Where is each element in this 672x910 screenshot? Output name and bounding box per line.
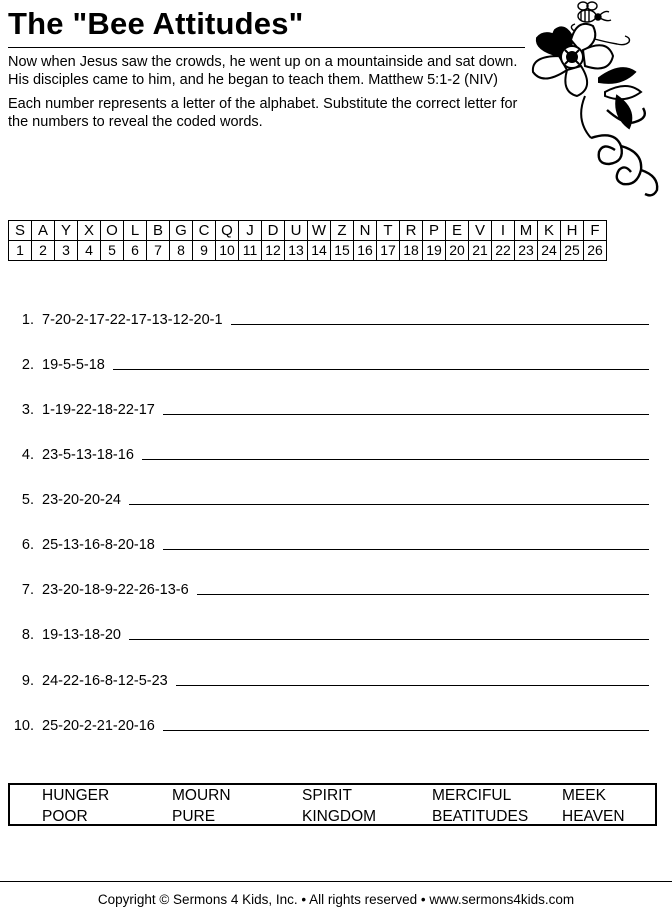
cipher-number: 10 <box>216 241 239 261</box>
word-bank-item: MEEK <box>562 787 606 804</box>
cipher-letter: N <box>354 221 377 241</box>
page-title: The "Bee Attitudes" <box>8 6 304 41</box>
word-bank-item: MOURN <box>172 787 231 804</box>
answer-line[interactable] <box>176 685 649 686</box>
cipher-letter: D <box>262 221 285 241</box>
coded-word: 7-20-2-17-22-17-13-12-20-1 <box>42 312 223 328</box>
word-bank-item: POOR <box>42 808 88 825</box>
coded-word: 23-20-20-24 <box>42 492 121 508</box>
word-bank-item: PURE <box>172 808 216 825</box>
cipher-letter: K <box>538 221 561 241</box>
word-bank-item: BEATITUDES <box>432 808 529 825</box>
answer-line[interactable] <box>197 594 649 595</box>
question-row <box>8 484 649 508</box>
coded-word: 19-5-5-18 <box>42 357 105 373</box>
cipher-number: 22 <box>492 241 515 261</box>
cipher-letter: U <box>285 221 308 241</box>
cipher-letter: J <box>239 221 262 241</box>
cipher-number: 7 <box>147 241 170 261</box>
cipher-letter: R <box>400 221 423 241</box>
flower-icon <box>533 24 613 96</box>
coded-word: 1-19-22-18-22-17 <box>42 402 155 418</box>
puzzle-instructions: Each number represents a letter of the alphabet. Substitute the correct letter for the numbers to reveal the coded words. <box>8 96 518 130</box>
title-divider <box>8 47 525 48</box>
question-number: 7. <box>21 582 34 598</box>
cipher-letter: H <box>561 221 584 241</box>
question-number: 2. <box>21 357 34 373</box>
question-number: 3. <box>21 402 34 418</box>
scripture-text: Now when Jesus saw the crowds, he went up on a mountainside and sat down. His disciples came to him, and he began to teach them. Matthew 5:1-2 (NIV) <box>8 54 518 88</box>
word-bank-item: SPIRIT <box>302 787 352 804</box>
footer-divider <box>0 881 672 882</box>
question-row <box>8 349 649 373</box>
cipher-number: 23 <box>515 241 538 261</box>
question-number: 6. <box>21 537 34 553</box>
cipher-letter: A <box>32 221 55 241</box>
copyright-footer: Copyright © Sermons 4 Kids, Inc. • All rights reserved • www.sermons4kids.com <box>97 892 575 907</box>
cipher-number: 25 <box>561 241 584 261</box>
cipher-letter: G <box>170 221 193 241</box>
cipher-number: 3 <box>55 241 78 261</box>
cipher-number: 11 <box>239 241 262 261</box>
question-number: 10. <box>13 718 34 734</box>
answer-line[interactable] <box>142 459 649 460</box>
word-bank-item: KINGDOM <box>302 808 377 825</box>
question-row <box>8 304 649 328</box>
cipher-letter: F <box>584 221 607 241</box>
answer-line[interactable] <box>163 730 649 731</box>
question-row <box>8 665 649 689</box>
word-bank-item: HEAVEN <box>562 808 625 825</box>
cipher-number: 14 <box>308 241 331 261</box>
instructions <box>8 54 523 138</box>
cipher-letter: C <box>193 221 216 241</box>
coded-word: 24-22-16-8-12-5-23 <box>42 673 168 689</box>
cipher-number: 26 <box>584 241 607 261</box>
cipher-letter: I <box>492 221 515 241</box>
answer-line[interactable] <box>231 324 649 325</box>
cipher-number: 6 <box>124 241 147 261</box>
cipher-number: 21 <box>469 241 492 261</box>
question-number: 9. <box>21 673 34 689</box>
cipher-number: 17 <box>377 241 400 261</box>
cipher-letter: Q <box>216 221 239 241</box>
cipher-letter: L <box>124 221 147 241</box>
cipher-number: 2 <box>32 241 55 261</box>
coded-word: 25-20-2-21-20-16 <box>42 718 155 734</box>
word-bank-item: MERCIFUL <box>432 787 512 804</box>
answer-line[interactable] <box>129 504 649 505</box>
cipher-number: 15 <box>331 241 354 261</box>
cipher-number: 9 <box>193 241 216 261</box>
cipher-number: 1 <box>9 241 32 261</box>
question-number: 1. <box>21 312 34 328</box>
question-row <box>8 619 649 643</box>
bee-flower-illustration <box>525 0 672 200</box>
cipher-letter: E <box>446 221 469 241</box>
cipher-letter: Y <box>55 221 78 241</box>
cipher-number: 18 <box>400 241 423 261</box>
cipher-letter: T <box>377 221 400 241</box>
cipher-number: 20 <box>446 241 469 261</box>
cipher-number: 5 <box>101 241 124 261</box>
question-row <box>8 710 649 734</box>
cipher-key-table <box>8 220 607 261</box>
cipher-letter: O <box>101 221 124 241</box>
cipher-number: 4 <box>78 241 101 261</box>
cipher-letter: M <box>515 221 538 241</box>
answer-line[interactable] <box>163 414 649 415</box>
coded-word: 23-5-13-18-16 <box>42 447 134 463</box>
question-row <box>8 394 649 418</box>
cipher-letter: W <box>308 221 331 241</box>
cipher-letter: Z <box>331 221 354 241</box>
answer-line[interactable] <box>113 369 649 370</box>
cipher-letter: B <box>147 221 170 241</box>
cipher-letter: P <box>423 221 446 241</box>
answer-line[interactable] <box>163 549 649 550</box>
cipher-letter: S <box>9 221 32 241</box>
cipher-number: 24 <box>538 241 561 261</box>
coded-word: 19-13-18-20 <box>42 627 121 643</box>
coded-word: 25-13-16-8-20-18 <box>42 537 155 553</box>
question-row <box>8 529 649 553</box>
cipher-number: 16 <box>354 241 377 261</box>
word-bank-item: HUNGER <box>42 787 110 804</box>
question-row <box>8 574 649 598</box>
cipher-number: 19 <box>423 241 446 261</box>
cipher-number: 8 <box>170 241 193 261</box>
cipher-number: 13 <box>285 241 308 261</box>
cipher-number: 12 <box>262 241 285 261</box>
answer-line[interactable] <box>129 639 649 640</box>
question-number: 4. <box>21 447 34 463</box>
question-number: 8. <box>21 627 34 643</box>
question-row <box>8 439 649 463</box>
word-bank <box>8 783 657 826</box>
cipher-letter: V <box>469 221 492 241</box>
coded-word: 23-20-18-9-22-26-13-6 <box>42 582 189 598</box>
question-number: 5. <box>21 492 34 508</box>
cipher-letter: X <box>78 221 101 241</box>
